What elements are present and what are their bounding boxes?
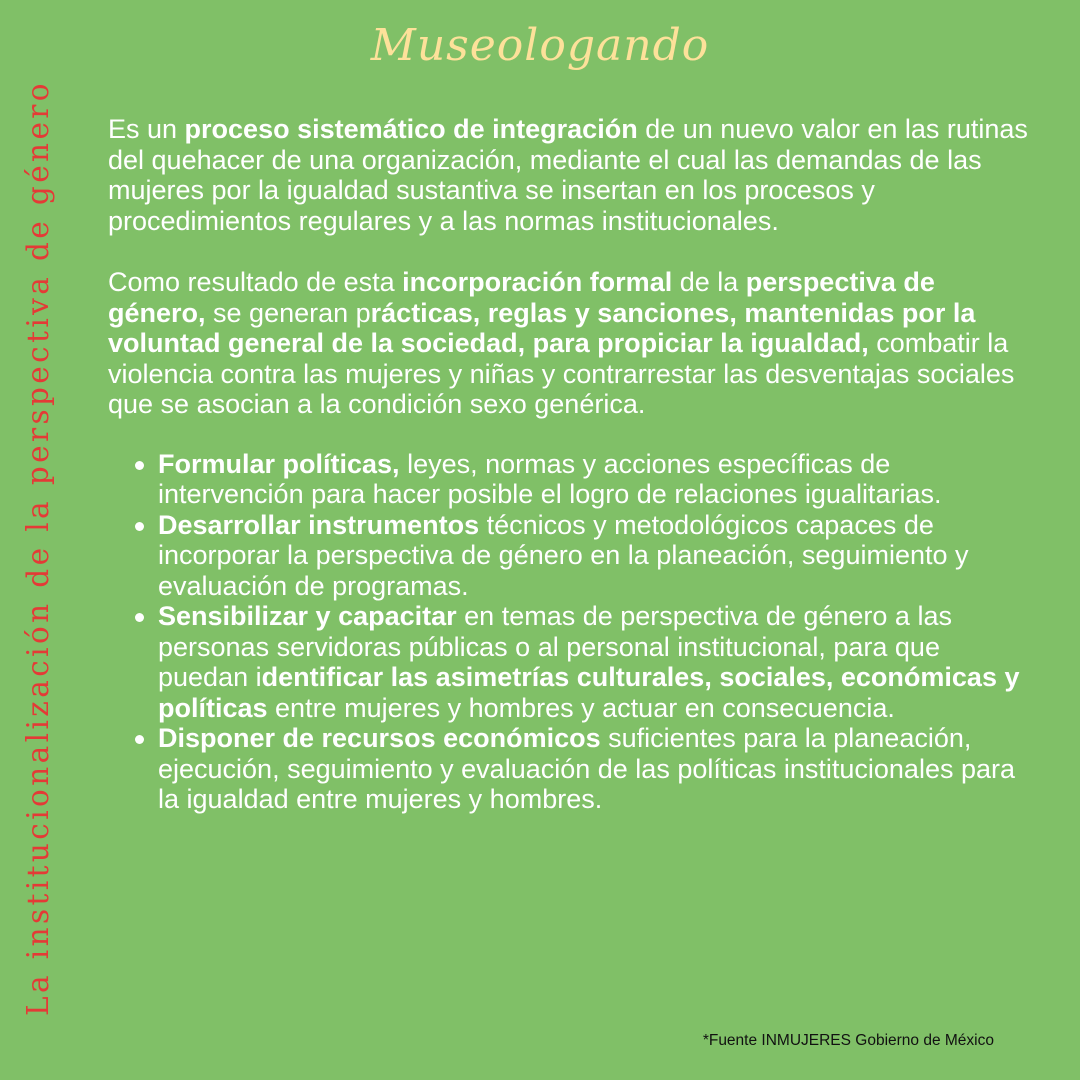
bullet-text: leyes, normas y acciones específicas de intervención para hacer posible el logro de relaciones igualitarias. (158, 448, 942, 509)
paragraph-2-text-2: de la (672, 267, 746, 297)
bullet-dot-icon (135, 522, 144, 531)
bullet-list (108, 449, 1028, 815)
main-content (108, 114, 1028, 815)
list-item (108, 723, 1028, 815)
paragraph-result (108, 267, 1028, 420)
bullet-bold-2: dentificar las asimetrías culturales, sociales, económicas y políticas (158, 662, 1020, 723)
bullet-bold: Desarrollar instrumentos (158, 509, 480, 540)
paragraph-2-text-4: combatir la violencia contra las mujeres y niñas y contrarrestar las desventajas sociales que se asocian a la condición sexo genérica. (108, 328, 1015, 419)
bullet-dot-icon (135, 613, 144, 622)
paragraph-1-post: de un nuevo valor en las rutinas del quehacer de una organización, mediante el cual las demandas de las mujeres por la igualdad sustantiva se insertan en los procesos y procedimientos regulares y a las normas institucionales. (108, 114, 1028, 236)
list-item (108, 449, 1028, 510)
source-note: *Fuente INMUJERES Gobierno de México (702, 1032, 994, 1049)
paragraph-definition (108, 114, 1028, 236)
bullet-bold: Disponer de recursos económicos (158, 723, 601, 753)
bullet-dot-icon (135, 461, 144, 470)
paragraph-2-bold-1: incorporación formal (402, 267, 673, 297)
paragraph-1-pre: Es un (108, 114, 185, 144)
paragraph-2-bold-3: rácticas, reglas y sanciones, mantenidas por la voluntad general de la sociedad, para propiciar la igualdad, (108, 297, 976, 358)
vertical-side-title: La institucionalización de la perspectiva de género (21, 80, 55, 1016)
brand-title: Museologando (370, 20, 710, 71)
list-item (108, 601, 1028, 723)
bullet-text: en temas de perspectiva de género a las personas servidoras públicas o al personal institucional, para que puedan i (158, 601, 952, 692)
bullet-text: técnicos y metodológicos capaces de incorporar la perspectiva de género en la planeación, seguimiento y evaluación de programas. (158, 509, 969, 601)
paragraph-2-text-3: se generan p (205, 297, 371, 328)
bullet-text-2: entre mujeres y hombres y actuar en consecuencia. (267, 692, 895, 723)
list-item (108, 510, 1028, 602)
paragraph-2-bold-2: perspectiva de género, (108, 267, 935, 328)
bullet-bold: Sensibilizar y capacitar (158, 601, 457, 631)
bullet-dot-icon (135, 735, 144, 744)
bullet-bold: Formular políticas, (158, 448, 400, 479)
paragraph-1-bold: proceso sistemático de integración (184, 114, 638, 144)
paragraph-2-text-1: Como resultado de esta (108, 267, 403, 297)
bullet-text: suficientes para la planeación, ejecución, seguimiento y evaluación de las políticas institucionales para la igualdad entre mujeres y hombres. (158, 723, 1015, 814)
